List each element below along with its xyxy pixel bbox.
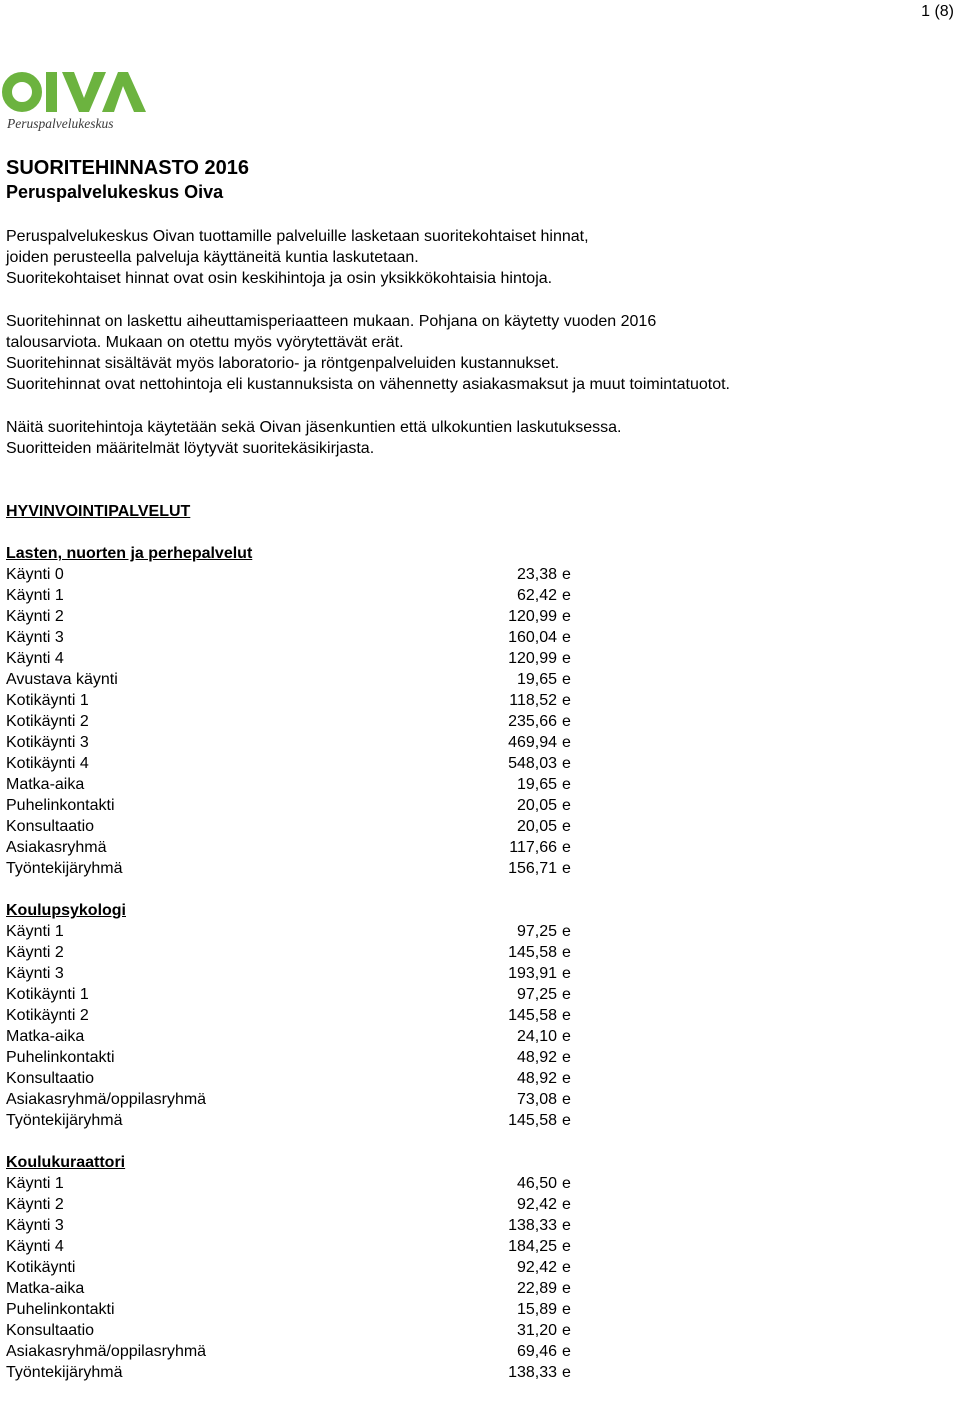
price-unit: e [562, 1217, 571, 1234]
service-label: Työntekijäryhmä [6, 860, 123, 877]
service-label: Käynti 4 [6, 1238, 64, 1255]
price-row [6, 963, 946, 984]
intro-line: Suoritteiden määritelmät löytyvät suoritekäsikirjasta. [6, 440, 375, 457]
price-row [6, 1194, 946, 1215]
price-unit: e [562, 1007, 571, 1024]
group-heading: Koulupsykologi [6, 902, 126, 919]
price-unit: e [562, 797, 571, 814]
service-label: Kotikäynti 1 [6, 692, 89, 709]
service-label: Käynti 1 [6, 923, 64, 940]
service-price: 117,66 [509, 839, 557, 856]
service-label: Käynti 3 [6, 965, 64, 982]
price-unit: e [562, 818, 571, 835]
service-label: Puhelinkontakti [6, 1049, 115, 1066]
price-row [6, 606, 946, 627]
price-unit: e [562, 944, 571, 961]
price-row [6, 816, 946, 837]
intro-paragraph [6, 417, 946, 459]
service-price: 19,65 [516, 776, 557, 793]
service-price: 138,33 [508, 1217, 557, 1234]
price-unit: e [562, 713, 571, 730]
price-unit: e [562, 650, 571, 667]
service-price: 23,38 [516, 566, 557, 583]
price-row [6, 669, 946, 690]
price-unit: e [562, 1322, 571, 1339]
document-title: SUORITEHINNASTO 2016 [6, 157, 250, 179]
service-label: Asiakasryhmä [6, 839, 107, 856]
price-unit: e [562, 1028, 571, 1045]
price-row [6, 1089, 946, 1110]
intro-line: talousarviota. Mukaan on otettu myös vyörytettävät erät. [6, 334, 404, 351]
service-label: Käynti 2 [6, 608, 64, 625]
price-row [6, 1047, 946, 1068]
price-row [6, 753, 946, 774]
price-unit: e [562, 1175, 571, 1192]
service-price: 469,94 [508, 734, 557, 751]
service-label: Avustava käynti [6, 671, 118, 688]
service-label: Kotikäynti 2 [6, 1007, 89, 1024]
service-price: 548,03 [508, 755, 557, 772]
price-unit: e [562, 923, 571, 940]
price-group [6, 900, 946, 1131]
price-row [6, 921, 946, 942]
service-label: Kotikäynti 1 [6, 986, 89, 1003]
service-label: Kotikäynti 3 [6, 734, 89, 751]
price-unit: e [562, 1238, 571, 1255]
price-unit: e [562, 608, 571, 625]
service-label: Kotikäynti 4 [6, 755, 89, 772]
price-row [6, 1278, 946, 1299]
section-heading: HYVINVOINTIPALVELUT [6, 503, 191, 520]
service-label: Käynti 4 [6, 650, 64, 667]
price-row [6, 1257, 946, 1278]
service-price: 62,42 [516, 587, 557, 604]
price-list [6, 543, 946, 1383]
service-price: 24,10 [516, 1028, 557, 1045]
service-price: 97,25 [516, 986, 557, 1003]
service-price: 184,25 [508, 1238, 557, 1255]
service-price: 15,89 [516, 1301, 557, 1318]
price-unit: e [562, 1301, 571, 1318]
price-row [6, 564, 946, 585]
document-body [6, 156, 946, 1404]
oiva-logo [0, 66, 146, 136]
service-label: Käynti 2 [6, 1196, 64, 1213]
service-label: Konsultaatio [6, 1322, 95, 1339]
service-price: 145,58 [508, 1007, 557, 1024]
service-label: Käynti 2 [6, 944, 64, 961]
price-row [6, 1110, 946, 1131]
price-unit: e [562, 1280, 571, 1297]
price-row [6, 627, 946, 648]
price-row [6, 585, 946, 606]
intro-line: Näitä suoritehintoja käytetään sekä Oivan jäsenkuntien että ulkokuntien laskutuksessa. [6, 419, 622, 436]
price-row [6, 1236, 946, 1257]
service-price: 69,46 [516, 1343, 557, 1360]
price-row [6, 984, 946, 1005]
service-price: 19,65 [516, 671, 557, 688]
intro-line: Suoritehinnat sisältävät myös laboratorio- ja röntgenpalveluiden kustannukset. [6, 355, 560, 372]
service-price: 156,71 [508, 860, 557, 877]
service-price: 20,05 [516, 797, 557, 814]
service-label: Matka-aika [6, 1028, 85, 1045]
service-label: Matka-aika [6, 776, 85, 793]
service-label: Asiakasryhmä/oppilasryhmä [6, 1343, 207, 1360]
service-label: Työntekijäryhmä [6, 1364, 123, 1381]
service-price: 193,91 [508, 965, 557, 982]
price-row [6, 648, 946, 669]
price-row [6, 1362, 946, 1383]
service-label: Konsultaatio [6, 1070, 95, 1087]
intro-line: joiden perusteella palveluja käyttäneitä kuntia laskutetaan. [6, 249, 419, 266]
service-price: 118,52 [509, 692, 557, 709]
price-row [6, 858, 946, 879]
price-unit: e [562, 1070, 571, 1087]
service-price: 73,08 [516, 1091, 557, 1108]
price-row [6, 1173, 946, 1194]
price-row [6, 690, 946, 711]
service-price: 145,58 [508, 1112, 557, 1129]
service-price: 97,25 [516, 923, 557, 940]
price-row [6, 1341, 946, 1362]
service-price: 20,05 [516, 818, 557, 835]
price-unit: e [562, 1343, 571, 1360]
service-price: 48,92 [516, 1070, 557, 1087]
price-unit: e [562, 776, 571, 793]
service-price: 48,92 [516, 1049, 557, 1066]
intro-line: Suoritehinnat ovat nettohintoja eli kustannuksista on vähennetty asiakasmaksut ja muut toimintatuotot. [6, 376, 730, 393]
service-price: 46,50 [516, 1175, 557, 1192]
price-unit: e [562, 566, 571, 583]
service-label: Kotikäynti [6, 1259, 76, 1276]
price-group [6, 543, 946, 879]
price-row [6, 837, 946, 858]
service-price: 92,42 [516, 1196, 557, 1213]
price-unit: e [562, 1091, 571, 1108]
service-price: 92,42 [516, 1259, 557, 1276]
service-label: Asiakasryhmä/oppilasryhmä [6, 1091, 207, 1108]
price-row [6, 1068, 946, 1089]
price-row [6, 774, 946, 795]
intro-line: Suoritekohtaiset hinnat ovat osin keskihintoja ja osin yksikkökohtaisia hintoja. [6, 270, 553, 287]
price-row [6, 942, 946, 963]
service-price: 145,58 [508, 944, 557, 961]
price-row [6, 795, 946, 816]
service-price: 160,04 [508, 629, 557, 646]
price-unit: e [562, 755, 571, 772]
price-row [6, 1026, 946, 1047]
oiva-tagline: Peruspalvelukeskus [7, 116, 114, 131]
service-label: Konsultaatio [6, 818, 95, 835]
group-heading: Koulukuraattori [6, 1154, 126, 1171]
price-unit: e [562, 1196, 571, 1213]
price-row [6, 1005, 946, 1026]
price-row [6, 711, 946, 732]
price-unit: e [562, 671, 571, 688]
service-label: Kotikäynti 2 [6, 713, 89, 730]
price-row [6, 1299, 946, 1320]
price-unit: e [562, 1049, 571, 1066]
service-price: 120,99 [508, 650, 557, 667]
price-unit: e [562, 839, 571, 856]
service-price: 120,99 [508, 608, 557, 625]
service-label: Matka-aika [6, 1280, 85, 1297]
service-price: 235,66 [508, 713, 557, 730]
service-label: Käynti 3 [6, 1217, 64, 1234]
intro-line: Suoritehinnat on laskettu aiheuttamisperiaatteen mukaan. Pohjana on käytetty vuoden 2016 [6, 313, 657, 330]
service-label: Työntekijäryhmä [6, 1112, 123, 1129]
service-label: Käynti 3 [6, 629, 64, 646]
intro-text [6, 226, 946, 459]
service-price: 138,33 [508, 1364, 557, 1381]
price-unit: e [562, 692, 571, 709]
price-row [6, 1215, 946, 1236]
service-label: Puhelinkontakti [6, 797, 115, 814]
oiva-logo-mark [0, 66, 146, 136]
price-row [6, 732, 946, 753]
price-unit: e [562, 629, 571, 646]
price-unit: e [562, 734, 571, 751]
price-unit: e [562, 860, 571, 877]
group-heading: Lasten, nuorten ja perhepalvelut [6, 545, 253, 562]
service-label: Käynti 1 [6, 587, 64, 604]
intro-paragraph [6, 226, 946, 289]
page-number: 1 (8) [921, 3, 954, 20]
service-price: 31,20 [516, 1322, 557, 1339]
price-group [6, 1152, 946, 1383]
intro-line: Peruspalvelukeskus Oivan tuottamille palveluille lasketaan suoritekohtaiset hinnat, [6, 228, 589, 245]
price-unit: e [562, 1364, 571, 1381]
document-subtitle: Peruspalvelukeskus Oiva [6, 182, 224, 202]
price-unit: e [562, 1259, 571, 1276]
service-label: Käynti 1 [6, 1175, 64, 1192]
service-label: Käynti 0 [6, 566, 64, 583]
price-row [6, 1320, 946, 1341]
intro-paragraph [6, 311, 946, 395]
price-unit: e [562, 986, 571, 1003]
service-price: 22,89 [516, 1280, 557, 1297]
service-label: Puhelinkontakti [6, 1301, 115, 1318]
price-unit: e [562, 587, 571, 604]
price-unit: e [562, 965, 571, 982]
price-unit: e [562, 1112, 571, 1129]
